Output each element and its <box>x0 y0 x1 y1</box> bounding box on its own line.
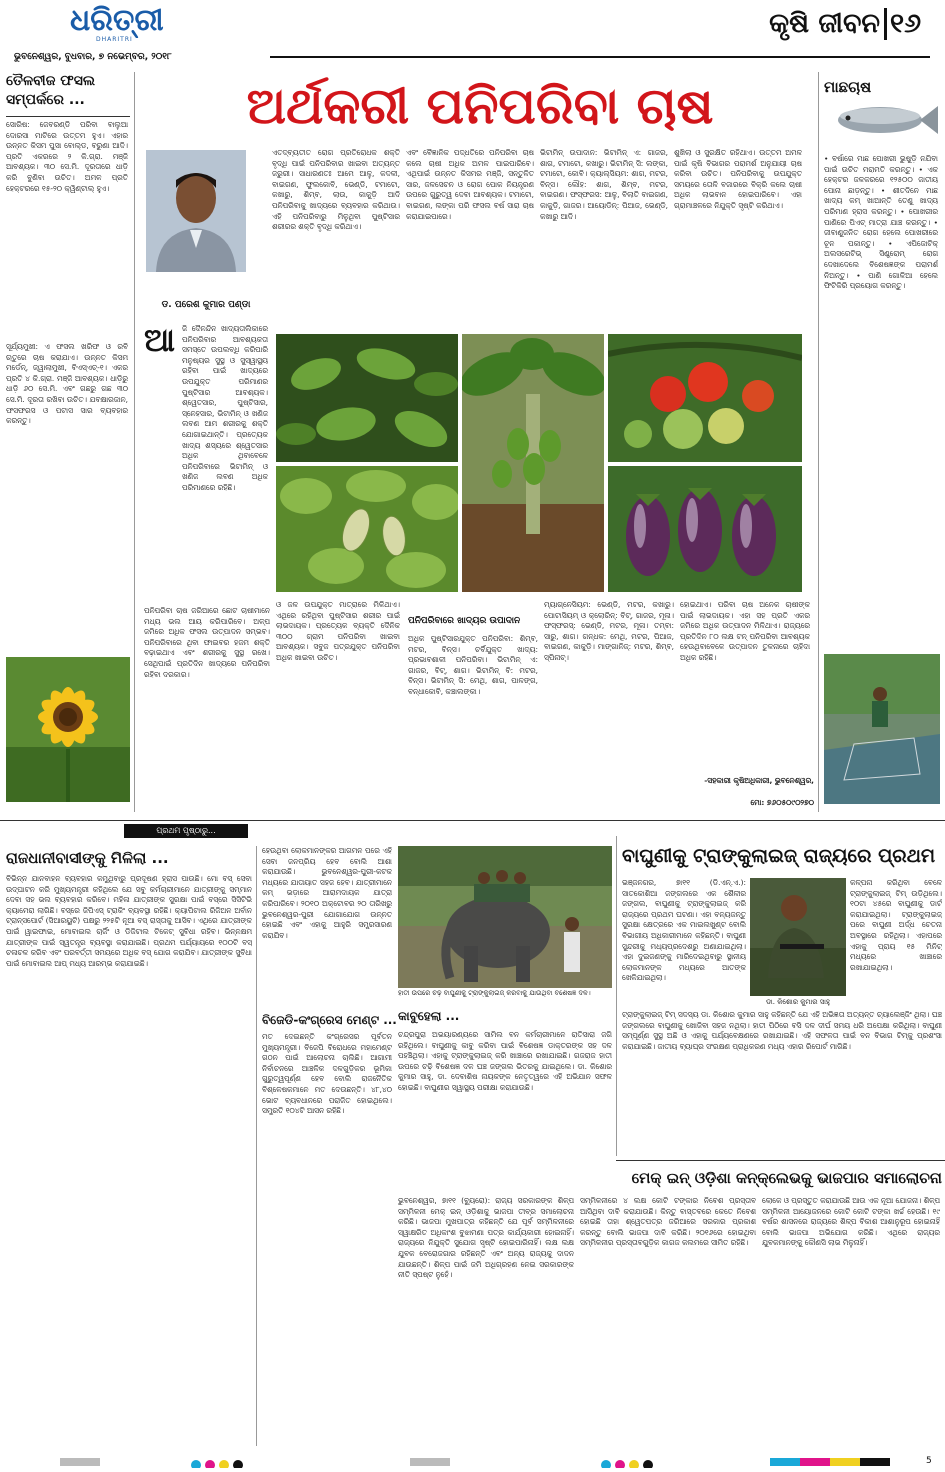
tiger-story-body-2: କଳ୍ପନା କରିଥିବା ବେଳେ ଟ୍ରାଙ୍କୁଲାଇଜ୍ ଟିମ୍ ଉଡ଼ିଥିଲେ। ୧୦ଟା ୪୫ରେ ବାଘୁଣୀକୁ ଡାର୍ଟ କରାଯାଇଥିଲା। ଟ୍ରାଙ୍କୁଲାଇଜ୍ ପରେ ବାଘୁଣୀ ଅର୍ଦ୍ଧ ଚେତନା ଅବସ୍ଥାରେ ରହିଥିଲା। ଏହାପରେ ଏହାକୁ ପ୍ରାୟ ୧୫ ମିନିଟ୍ ମଧ୍ୟରେ ଖାଞ୍ଚାରେ ରଖାଯାଇଥିଲା। <box>850 878 942 972</box>
top-story-col-c: ଏବଂ ବୈଜ୍ଞାନିକ ପଦ୍ଧତିରେ ପନିପରିବା ଚାଷ କଲେ ଚାଷୀ ଅଧିକ ଅମଳ ପାଇପାରିବେ। ଏଥିପାଇଁ ଉନ୍ନତ କିସମର ମଞ୍ଜି, ସନ୍ତୁଳିତ ସାର, ଜଳସେଚନ ଓ ରୋଗ ପୋକ ନିୟନ୍ତ୍ରଣ ଉପରେ ଗୁରୁତ୍ୱ ଦେବା ଆବଶ୍ୟକ। ଟମାଟୋ, ବାଇଗଣ, ଲଙ୍କା ପରି ଫସଲ ବର୍ଷ ସାରା ଚାଷ କରାଯାଇପାରେ। <box>406 148 534 221</box>
left-column-body-2: ସୂର୍ଯ୍ୟମୁଖୀ: ଏ ଫସଲ ଖରିଫ ଓ ରବି ଋତୁରେ ଚାଷ କରାଯାଏ। ଉନ୍ନତ କିସମ ମର୍ଡେନ୍, ଜ୍ୱାଲାମୁଖୀ, ବିଏସ୍‌ଏଚ୍-୧। ଏକର ପ୍ରତି ୪ କି.ଗ୍ରା. ମଞ୍ଜି ଆବଶ୍ୟକ। ଧାଡ଼ିରୁ ଧାଡ଼ି ୬୦ ସେ.ମି. ଏବଂ ଗଛରୁ ଗଛ ୩୦ ସେ.ମି. ଦୂରତା ରଖିବା ଉଚିତ। ଯବକ୍ଷାରଜାନ, ଫସଫରସ ଓ ପଟାସ ସାର ବ୍ୟବହାର କରନ୍ତୁ। <box>6 342 128 426</box>
make-in-headline: ମେକ୍ ଇନ୍ ଓଡ଼ିଶା କନ୍‌କ୍ଲେଭକୁ ଭାଜପାର ସମାଲୋଚନା <box>631 1169 942 1187</box>
doctor-photo <box>750 878 846 996</box>
right-column <box>824 74 940 814</box>
left-column-title <box>6 72 130 114</box>
tiger-story-body-1: ଭଞ୍ଜନଗର, ୭ା୧୧ (ଡି.ଏନ୍.ଏ.): ସାତକୋଶିଆ ଜଙ୍ଗଲରେ ଏକ ଶୈଳୀର ଜଙ୍ଗଲ, ବାଘୁଣୀକୁ ଟ୍ରାଙ୍କୁଲାଇଜ୍ କରି ରାଜ୍ୟରେ ପ୍ରଥମ ଘଟଣା। ଏହା ବନ୍ୟଜନ୍ତୁ ସୁରକ୍ଷା କ୍ଷେତ୍ରରେ ଏକ ମାଇଲଖୁଣ୍ଟ ବୋଲି ବିଭାଗୀୟ ଅଧିକାରୀମାନେ କହିଛନ୍ତି। ବାଘୁଣୀ ସୁନ୍ଦରୀକୁ ମଧ୍ୟପ୍ରଦେଶରୁ ଅଣାଯାଇଥିଲା। ଏହା ଦୁଇଜଣଙ୍କୁ ମାରିଦେଇଥିବାରୁ ସ୍ଥାନୀୟ ଲୋକମାନଙ୍କ ମଧ୍ୟରେ ଆତଙ୍କ ଖେଳିଯାଇଥିଲା। <box>622 878 746 983</box>
section-title: କୃଷି ଜୀବନ <box>769 8 880 39</box>
leafy-vegetable-photo <box>276 334 458 462</box>
top-story-col-d: ଭିଟାମିନ୍ ଉପାଦାନ: ଭିଟାମିନ୍ ଏ: ଗାଜର, ଶାଗ, ଟମାଟୋ, କଖାରୁ। ଭିଟାମିନ୍ ସି: ଲଙ୍କା, ଟମାଟୋ, କୋବି। କ୍ୟାଲ୍‌ସିୟମ: ଶାଗ, ମଟର, ବିନ୍ସ। ଲୌହ: ଶାଗ, ଶିମ୍ବ, ମଟର, ବାଇଗଣ। ଫସ୍‌ଫରସ: ଆଳୁ, ବିଲାତି ବାଇଗଣ, କାକୁଡ଼ି, ଗାଜର। ଆୟୋଡିନ୍: ପିଆଜ, ଭେଣ୍ଡି, କଖାରୁ ଆଦି। <box>540 148 668 221</box>
registration-dots-left <box>190 1456 250 1468</box>
fish-icon <box>824 100 940 138</box>
dateline-rule <box>270 56 930 58</box>
grey-swatch-left <box>60 1458 100 1466</box>
top-story-intro: ଜି ଦୈନନ୍ଦିନ ଖାଦ୍ୟତାଲିକାରେ ପନିପରିବାର ଆବଶ୍ୟକତା ସମସ୍ତେ ଉପଲବ୍ଧି କରିପାରି ମନୁଷ୍ୟର ସୁସ୍ଥ ଓ ସୁସ୍ୱାସ୍ଥ୍ୟ ରହିବା ପାଇଁ ଖାଦ୍ୟରେ ଉପଯୁକ୍ତ ପରିମାଣର ପୁଷ୍ଟିସାର ଆବଶ୍ୟକ। ଶ୍ୱେତସାର, ପୁଷ୍ଟିସାର, ସ୍ନେହସାର, ଭିଟାମିନ୍ ଓ ଖଣିଜ ଲବଣ ଆମ ଶରୀରକୁ ଶକ୍ତି ଯୋଗାଇଥାନ୍ତି। ପ୍ରତ୍ୟେକ ଖାଦ୍ୟ ଶସ୍ୟରେ ଶ୍ୱେତସାର ଅଧିକ ଥିବାବେଳେ ପନିପରିବାରେ ଭିଟାମିନ୍ ଓ ଖଣିଜ ଲବଣ ଅଧିକ ପରିମାଣରେ ରହିଛି। <box>182 324 268 492</box>
left-title-line-1: ତୈଳବୀଜ ଫସଲ <box>6 73 95 89</box>
bjd-story-headline: ବିଜେଡି-କଂଗ୍ରେସ ମେଣ୍ଟ ... <box>262 1013 397 1027</box>
elephant-photo <box>398 846 612 988</box>
top-story-lower-b: ଓ ଜଳ ଉପଯୁକ୍ତ ମାତ୍ରାରେ ମିଳିଥାଏ। ଏଥିରେ ରହିଥିବା ପୁଷ୍ଟିସାର ଶରୀର ପାଇଁ ଲାଭଦାୟକ। ପ୍ରତ୍ୟେକ ବ୍ୟକ୍ତି ଦୈନିକ ୩୦୦ ଗ୍ରାମ ପନିପରିବା ଖାଇବା ଆବଶ୍ୟକ। ସବୁଜ ପତ୍ରଯୁକ୍ତ ପନିପରିବା ଅଧିକ ଖାଇବା ଉଚିତ। <box>276 600 400 662</box>
top-story-closing: ହୋଇଥାଏ। ପରିବା ଚାଷ ଅନେକ ଚାଷୀଙ୍କ ପାଇଁ ଲାଭଦାୟକ। ଏହା ସହ ପ୍ରତି ଏକର ଜମିରେ ଅଧିକ ଉତ୍ପାଦନ ମିଳିଥାଏ। ରାଜ୍ୟରେ ପ୍ରତିଦିନ ୮୦ ଲକ୍ଷ ଟନ୍ ପନିପରିବା ଆବଶ୍ୟକ ହେଉଥିବାବେଳେ ଉତ୍ପାଦନ ତୁଳନାରେ ଚାହିଦା ଅଧିକ ରହିଛି। <box>680 600 810 662</box>
left-column-body-1: ସୋରିଷ: ଜେବରଣ୍ଡି ପରିବା ବାଲୁଆ ଦୋରସା ମାଟିରେ ଉତ୍ତମ ହୁଏ। ଏହାର ଉନ୍ନତ କିସମ ପୁସା ବୋଲ୍ଡ, ବରୁଣା ଆଦି। ପ୍ରତି ଏକରରେ ୨ କି.ଗ୍ରା. ମଞ୍ଜି ଆବଶ୍ୟକ। ୩୦ ସେ.ମି. ଦୂରତାରେ ଧାଡ଼ି କରି ବୁଣିବା ଉଚିତ। ଅମଳ ପ୍ରତି ହେକ୍ଟରରେ ୧୫-୨୦ କ୍ୱିଣ୍ଟାଲ୍ ହୁଏ। <box>6 120 128 193</box>
top-story-byline: ଡ. ପରେଶ କୁମାର ପଣ୍ଡା <box>161 300 251 310</box>
tiger-story-divider <box>616 836 617 1156</box>
elephant-photo-caption: ହାତୀ ଉପରେ ଚଢ଼ି ବାଘୁଣୀକୁ ଟ୍ରାଙ୍କୁଲାଇଜ୍ କରିବାକୁ ଯାଉଥିବା ବିଶେଷଜ୍ଞ ଦଳ। <box>398 990 591 997</box>
tomato-photo <box>608 334 802 462</box>
brinjal-photo <box>608 466 802 592</box>
top-story-headline: ଅର୍ଥକରୀ ପନିପରିବା ଚାଷ <box>246 77 714 135</box>
right-column-body: • ବର୍ଷାରେ ମାଛ ପୋଖରୀ ଭୁଷୁଡ଼ି ନଯିବା ପାଇଁ ଉଚିତ ମରାମତି କରନ୍ତୁ। • ଏକ ହେକ୍ଟର ଜଳକରରେ ୧୨୫୦୦ ଜାତୀୟ ପୋନା ଛାଡ଼ନ୍ତୁ। • ଶୀତଦିନେ ମାଛ ଖାଦ୍ୟ କମ୍ ଖାଆନ୍ତି ତେଣୁ ଖାଦ୍ୟ ପରିମାଣ ହ୍ରାସ କରନ୍ତୁ। • ପୋଖରୀର ପାଣିରେ ପିଏଚ୍ ମାତ୍ରା ଯାଞ୍ଚ କରନ୍ତୁ। • ଜୀବାଣୁଜନିତ ରୋଗ ହେଲେ ପୋଖରୀରେ ଚୂନ ପକାନ୍ତୁ। • ଏପିଜୋଟିକ୍ ଅଲସରେଟିଭ୍ ସିଣ୍ଡ୍ରୋମ୍ ରୋଗ ଦେଖାଦେଲେ ବିଶେଷଜ୍ଞଙ୍କ ପରାମର୍ଶ ନିଅନ୍ତୁ। • ପାଣି ଗୋଳିଆ ହେଲେ ଫିଟିକିରି ପ୍ରୟୋଗ କରନ୍ତୁ। <box>824 154 938 291</box>
dateline: ଭୁବନେଶ୍ୱର, ବୁଧବାର, ୭ ନଭେମ୍ବର, ୨୦୧୮ <box>14 52 172 62</box>
doctor-photo-caption: ଡା. କିଶୋର କୁମାର ସାହୁ <box>765 998 831 1006</box>
front-page-tag: ପ୍ରଥମ ପୃଷ୍ଠାରୁ... <box>124 824 248 838</box>
gourd-photo <box>276 466 458 592</box>
capital-story-body: ବିଭିନ୍ନ ଯାନବାହନ ବ୍ୟବହାର କମୁଥିବାରୁ ପ୍ରଦୂଷଣ ହ୍ରାସ ପାଉଛି। ମୋ ବସ୍ ସେବା ଉଦ୍‌ଘାଟନ କରି ମୁଖ୍ୟମନ୍ତ୍ରୀ କହିଥିଲେ ଯେ ସବୁ କର୍ମଚାରୀମାନେ ଯାତ୍ରୀଙ୍କୁ ସମ୍ମାନ ଦେବା ସହ ଭଲ ବ୍ୟବହାର କରିବେ। ମହିଳା ଯାତ୍ରୀଙ୍କ ସୁରକ୍ଷା ପାଇଁ ବସ୍‌ରେ ସିସିଟିଭି କ୍ୟାମେରା ଲାଗିଛି। ବସ୍‌ରେ ଜିପିଏସ୍ ଟ୍ରାକିଂ ବ୍ୟବସ୍ଥା ରହିଛି। କ୍ୟାପିଟାଲ ରିଜିଅନ ଅର୍ବାନ ଟ୍ରାନ୍ସପୋର୍ଟ (ସିଆରୟୁଟି) ପକ୍ଷରୁ ୨୨୫ଟି ନୂଆ ବସ୍ ରାସ୍ତାକୁ ଆସିବ। ଏଥିରେ ଯାତ୍ରୀଙ୍କ ପାଇଁ ୱାଇଫାଇ, ମୋବାଇଲ ଚାର୍ଜିଂ ଓ ଡିଜିଟାଲ ଟିକେଟ୍ ସୁବିଧା ରହିବ। ଭିନ୍ନକ୍ଷମ ଯାତ୍ରୀଙ୍କ ପାଇଁ ସ୍ୱତନ୍ତ୍ର ବ୍ୟବସ୍ଥା କରାଯାଇଛି। ପ୍ରଥମ ପର୍ଯ୍ୟାୟରେ ୧୦୦ଟି ବସ୍ ଚଳାଚଳ କରିବ ଏବଂ ପରବର୍ତ୍ତୀ ସମୟରେ ଅଧିକ ବସ୍ ଯୋଗ କରାଯିବ। ଯାତ୍ରୀଙ୍କ ସୁବିଧା ପାଇଁ ମୋବାଇଲ ଆପ୍ ମଧ୍ୟ ଆରମ୍ଭ କରାଯାଇଛି। <box>6 874 252 968</box>
left-column-divider <box>134 72 135 812</box>
top-story-col-e: ଶୁଖିଲା ଓ ସୁରକ୍ଷିତ ରହିଥାଏ। ଉତ୍ତମ ଅମଳ ପାଇଁ କୃଷି ବିଭାଗର ପରାମର୍ଶ ଅନୁଯାୟୀ ଚାଷ କରିବା ଉଚିତ। ପନିପରିବାକୁ ଉପଯୁକ୍ତ ସମୟରେ ତୋଳି ବଜାରରେ ବିକ୍ରି କଲେ ଚାଷୀ ଅଧିକ ଲାଭବାନ ହୋଇପାରିବେ। ଏହା ଗ୍ରାମାଞ୍ଚଳରେ ନିଯୁକ୍ତି ସୃଷ୍ଟି କରିଥାଏ। <box>674 148 802 210</box>
tiger-story-body-3: ଟ୍ରାଙ୍କୁଲାଇଜ୍ ଟିମ୍ ସଦସ୍ୟ ଡା. କିଶୋର କୁମାର ସାହୁ କହିଛନ୍ତି ଯେ ଏହି ଅଭିଜ୍ଞତା ଅତ୍ୟନ୍ତ ଚ୍ୟାଲେଞ୍ଜିଂ ଥିଲା। ଘଞ୍ଚ ଜଙ୍ଗଲରେ ବାଘୁଣୀକୁ ଖୋଜିବା ସହଜ ନଥିଲା। ହାତୀ ପିଠିରେ ବସି ଦଳ ଦୀର୍ଘ ସମୟ ଧରି ଅପେକ୍ଷା କରିଥିଲା। ବାଘୁଣୀ ସମ୍ପୂର୍ଣ୍ଣ ସୁସ୍ଥ ଅଛି ଓ ଏହାକୁ ପର୍ଯ୍ୟବେକ୍ଷଣରେ ରଖାଯାଇଛି। ଏହି ସଫଳତା ପାଇଁ ବନ ବିଭାଗ ଟିମ୍‌କୁ ପ୍ରଶଂସା କରାଯାଇଛି। ଜାତୀୟ ବ୍ୟାଘ୍ର ସଂରକ୍ଷଣ ପ୍ରାଧିକରଣ ମଧ୍ୟ ଏହାର ରିପୋର୍ଟ ମାଗିଛି। <box>622 1010 942 1051</box>
capital-story-headline: ରାଜଧାନୀବାସୀଙ୍କୁ ମିଳିଲା ... <box>6 849 169 867</box>
left-column <box>6 72 130 812</box>
make-in-body-2: ସମ୍ମିଳନୀରେ ୪ ଲକ୍ଷ କୋଟି ଟଙ୍କାର ନିବେଶ ପ୍ରସ୍ତାବ ଆସିଥିବା ଦାବି କରାଯାଉଛି। କିନ୍ତୁ ବାସ୍ତବରେ କେତେ ନିବେଶ ହୋଇଛି ତାହା ଶ୍ୱେତପତ୍ର ଜରିଆରେ ସରକାର ପ୍ରକାଶ କରନ୍ତୁ ବୋଲି ଭାଜପା ଦାବି କରିଛି। ୨୦୧୬ରେ ହୋଇଥିବା ସମ୍ମିଳନୀର ପ୍ରସ୍ତାବଗୁଡ଼ିକ କାଗଜ କଲମରେ ସୀମିତ ରହିଛି। <box>580 1196 756 1248</box>
left-title-rule <box>6 116 130 117</box>
logo-subtitle: DHARITRI <box>96 36 133 43</box>
masthead <box>0 0 945 52</box>
nutrient-text: ଅଧିକ ପୁଷ୍ଟିସାରଯୁକ୍ତ ପନିପରିବା: ଶିମ୍ବ, ମଟର, ବିନ୍ସ। ଚର୍ବିଯୁକ୍ତ ଖାଦ୍ୟ: ପ୍ରଭାବଶାଳୀ ପନିପରିବା। ଭିଟାମିନ୍ ଏ: ଗାଜର, ବିଟ୍, ଶାଗ। ଭିଟାମିନ୍ ବି: ମଟର, ବିନ୍ସ। ଭିଟାମିନ୍ ସି: ମେଥି, ଶାଗ, ପାଳଙ୍ଗ, ବନ୍ଧାକୋବି, କଞ୍ଚାଲଙ୍କା। <box>408 634 538 696</box>
color-swatches-right <box>770 1458 890 1466</box>
capital-story-divider <box>256 846 257 1446</box>
grey-swatch-center <box>410 1458 450 1466</box>
author-photo <box>146 150 246 272</box>
author-phone: ମୋ: ୭୬୦୫୦୯୦୨୭୦ <box>750 798 814 807</box>
dateline-bar <box>0 50 945 64</box>
drop-cap: ଆ <box>144 322 175 358</box>
make-in-body-3: ଲୋକେ ଓ ପ୍ରସ୍ତୁତ କରାଯାଉଛି ଆଉ ଏକ ନୂଆ ଯୋଜନା। ଶିଳ୍ପ ସମ୍ମିଳନୀ ଆୟୋଜନରେ କୋଟି କୋଟି ଟଙ୍କା ଖର୍ଚ୍ଚ ହେଉଛି। ୧୯ ବର୍ଷର ଶାସନରେ ରାଜ୍ୟରେ ଶିଳ୍ପ ବିକାଶ ଆଶାନୁରୂପ ହୋଇନାହିଁ ବୋଲି ଭାଜପା ଅଭିଯୋଗ କରିଛି। ଏଥିରେ ରାଜ୍ୟର ଯୁବକମାନଙ୍କୁ କୌଣସି ଲାଭ ମିଳୁନାହିଁ। <box>762 1196 940 1248</box>
top-story-lower-a: ପନିପରିବା ଚାଷ ଜରିଆରେ ଛୋଟ ଚାଷୀମାନେ ମଧ୍ୟ ଭଲ ଆୟ କରିପାରିବେ। ଅଳ୍ପ ଜମିରେ ଅଧିକ ଫସଲ ଉତ୍ପାଦନ ସମ୍ଭବ। ପନିପରିବାରେ ଥିବା ଫାଇବର ହଜମ ଶକ୍ତି ବଢ଼ାଇଥାଏ ଏବଂ ଶରୀରକୁ ସୁସ୍ଥ ରଖେ। ସେଥିପାଇଁ ପ୍ରତିଦିନ ଖାଦ୍ୟରେ ପନିପରିବା ରହିବା ଦରକାର। <box>144 606 270 679</box>
tiger-story-headline: ବାଘୁଣୀକୁ ଟ୍ରାଙ୍କୁଲାଇଜ୍ ରାଜ୍ୟରେ ପ୍ରଥମ <box>622 845 936 867</box>
top-story-col-b: ଏତଦ୍ବ୍ୟତୀତ ରୋଗ ପ୍ରତିରୋଧକ ଶକ୍ତି ବୃଦ୍ଧି ପାଇଁ ପନିପରିବାର ଖାଇବା ଅତ୍ୟନ୍ତ ଜରୁରୀ। ସାଧାରଣତଃ ଆମେ ଆଳୁ, କଦଳୀ, ବାଇଗଣ, ଫୁଲକୋବି, ଭେଣ୍ଡି, ଟମାଟୋ, କଖାରୁ, ଶିମ୍ବ, ଲାଉ, କାକୁଡ଼ି ଆଦି ପନିପରିବାକୁ ଖାଦ୍ୟରେ ବ୍ୟବହାର କରିଥାଉ। ଏହି ପନିପରିବାରୁ ମିଳୁଥିବା ପୁଷ୍ଟିସାର ଶରୀରର ଶକ୍ତି ବୃଦ୍ଧି କରିଥାଏ। <box>272 148 400 232</box>
author-signoff: -ସହକାରୀ କୃଷିଅଧିକାରୀ, ଭୁବନେଶ୍ୱର, <box>704 776 814 785</box>
make-in-rule <box>616 1160 945 1161</box>
capture-story-headline: କାବୁହେଲା ... <box>398 1009 460 1023</box>
mid-page-rule <box>0 820 945 821</box>
section-divider <box>884 8 887 40</box>
footer-page-mark: 5 <box>926 1456 932 1466</box>
sunflower-photo <box>6 657 130 802</box>
footer <box>0 1452 945 1472</box>
mineral-text: ମ୍ୟାଗ୍ନେସିୟମ: ଭେଣ୍ଡି, ମଟର, କଖାରୁ। ପୋଟାସିୟମ୍ ଓ କ୍ଲୋରିନ୍: ବିଟ୍, ଗାଜର, ମୂଳା। ଫସ୍‌ଫରସ୍: ଭେଣ୍ଡି, ମଟର, ମୂଳା। ତମ୍ବା: ସାରୁ, ଶାଗ। ଗନ୍ଧକ: ମେଥି, ମଟର, ପିଆଜ, ବାଇଗଣ, କାକୁଡ଼ି। ମାଙ୍ଗାନିଜ୍: ମଟର, ଶିମ୍ବ, ସ୍ପିନାଚ୍। <box>544 600 674 662</box>
mid-story-body: ହେଉଥିବା ଲୋକମାନଙ୍କର ଆଗମନ ପରେ ଏହି ସେବା ଜନପ୍ରିୟ ହେବ ବୋଲି ଆଶା କରାଯାଉଛି। ଭୁବନେଶ୍ୱର-ପୁରୀ-କଟକ ମଧ୍ୟରେ ଯାତାୟାତ ସହଜ ହେବ। ଯାତ୍ରୀମାନେ କମ୍ ଭଡ଼ାରେ ଆରାମଦାୟକ ଯାତ୍ରା କରିପାରିବେ। ୨୦୧୦ ଅକ୍ଟୋବର ୨୦ ତାରିଖରୁ ଭୁବନେଶ୍ୱର-ପୁରୀ ଯୋଗାଯୋଗ ଉନ୍ନତ ହୋଇଛି ଏବଂ ଏହାକୁ ଆହୁରି ସମ୍ପ୍ରସାରଣ କରାଯିବ। <box>262 846 392 940</box>
nutrient-subhead: ପନିପରିବାରେ ଖାଦ୍ୟର ଉପାଦାନ <box>408 616 521 626</box>
bjd-story-body: ମତ ଦେଇଛନ୍ତି କଂଗ୍ରେସର ପୂର୍ବତନ ମୁଖ୍ୟମନ୍ତ୍ରୀ। ବିଜେପି ବିରୋଧରେ ମହାମେଣ୍ଟ ଗଠନ ପାଇଁ ଆଲୋଚନା ଚାଲିଛି। ଆଗାମୀ ନିର୍ବାଚନରେ ଆଞ୍ଚଳିକ ଦଳଗୁଡ଼ିକର ଭୂମିକା ଗୁରୁତ୍ୱପୂର୍ଣ୍ଣ ହେବ ବୋଲି ରାଜନୈତିକ ବିଶ୍ଳେଷକମାନେ ମତ ଦେଉଛନ୍ତି। ୪୮,୪୦ ଭୋଟ ବ୍ୟବଧାନରେ ପରାଜିତ ହୋଇଥିଲେ। ସମ୍ପ୍ରତି ୧୦୪ଟି ଆସନ ରହିଛି। <box>262 1032 392 1116</box>
logo: ଧରିତ୍ରୀ <box>70 4 164 38</box>
right-column-title: ମାଛଚାଷ <box>824 78 872 96</box>
registration-dots-right <box>600 1456 660 1468</box>
page-number: ୧୬ <box>890 8 922 39</box>
make-in-body-1: ଭୁବନେଶ୍ୱର, ୭ା୧୧ (ବ୍ୟୁରୋ): ରାଜ୍ୟ ସରକାରଙ୍କ ଶିଳ୍ପ ସମ୍ମିଳନୀ ମେକ୍ ଇନ୍ ଓଡ଼ିଶାକୁ ଭାଜପା ତୀବ୍ର ସମାଲୋଚନା କରିଛି। ଭାଜପା ମୁଖପାତ୍ର କହିଛନ୍ତି ଯେ ପୂର୍ବ ସମ୍ମିଳନୀରେ ସ୍ୱାକ୍ଷରିତ ଅଧିକାଂଶ ବୁଝାମଣା ପତ୍ର କାର୍ଯ୍ୟକାରୀ ହୋଇନାହିଁ। ରାଜ୍ୟରେ ନିଯୁକ୍ତି ସୁଯୋଗ ସୃଷ୍ଟି ହୋଇପାରିନାହିଁ। ଲକ୍ଷ ଲକ୍ଷ ଯୁବକ ବେରୋଜଗାର ରହିଛନ୍ତି ଏବଂ ଅନ୍ୟ ରାଜ୍ୟକୁ ଦାଦନ ଯାଉଛନ୍ତି। ଶିଳ୍ପ ପାଇଁ ଜମି ଅଧିଗ୍ରହଣ ନେଇ ସରକାରଙ୍କ ନୀତି ସ୍ପଷ୍ଟ ନୁହେଁ। <box>398 1196 574 1280</box>
right-column-divider <box>818 72 819 812</box>
fish-farmer-photo <box>824 654 940 804</box>
papaya-plant-photo <box>462 334 604 592</box>
left-title-line-2: ସମ୍ପର୍କରେ ... <box>6 92 85 108</box>
capture-story-body: ଚନ୍ଦ୍ରପୁରା ଅଭୟାରଣ୍ୟରେ ସାମିଲ ବନ କର୍ମଚାରୀମାନେ ରାତିସାରା ଜଗି ରହିଥିଲେ। ବାଘୁଣୀକୁ କାବୁ କରିବା ପାଇଁ ବିଶେଷଜ୍ଞ ଡାକ୍ତରଙ୍କ ସହ ଦଳ ପହଞ୍ଚିଥିଲା। ଏହାକୁ ଟ୍ରାଙ୍କୁଲାଇଜ୍ କରି ଖାଞ୍ଚାରେ ରଖାଯାଇଛି। ଗଜରାଜ ହାତୀ ଉପରେ ଚଢ଼ି ବିଶେଷଜ୍ଞ ଦଳ ଘଞ୍ଚ ଜଙ୍ଗଲ ଭିତରକୁ ଯାଇଥିଲେ। ଡା. କିଶୋର କୁମାର ସାହୁ, ଡା. ଦେବାଶିଷ ନାୟକଙ୍କ ନେତୃତ୍ୱରେ ଏହି ଅଭିଯାନ ସଫଳ ହୋଇଛି। ବାଘୁଣୀର ସ୍ୱାସ୍ଥ୍ୟ ପରୀକ୍ଷା କରାଯାଉଛି। <box>398 1030 612 1092</box>
